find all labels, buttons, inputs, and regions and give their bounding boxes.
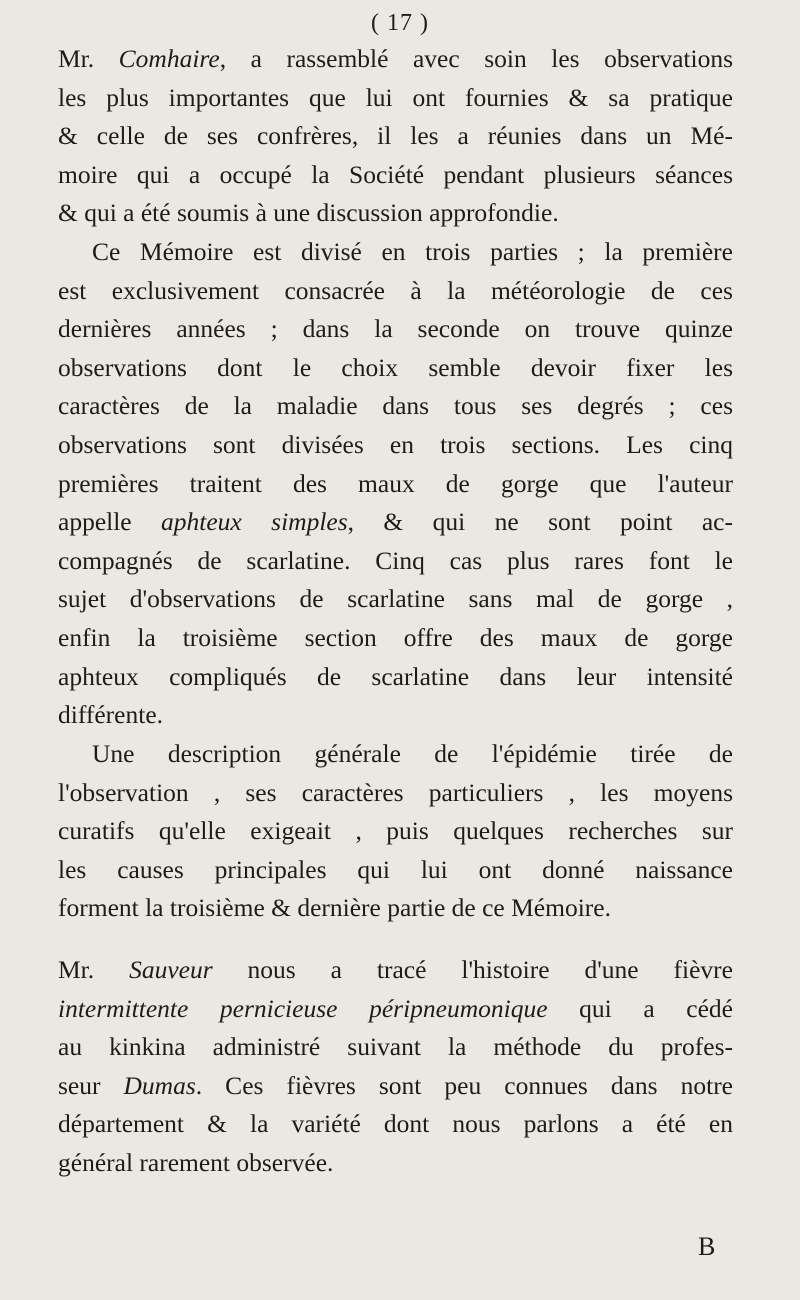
author-name: Dumas xyxy=(123,1070,196,1100)
text-line: les causes principales qui lui ont donné naissance xyxy=(58,854,733,884)
text-line: Une description générale de l'épidémie tirée de xyxy=(92,739,733,768)
disease-term: intermittente pernicieuse péripneumonique xyxy=(58,993,548,1023)
paragraph-memoire-structure xyxy=(58,233,733,735)
text-line: & celle de ses confrères, il les a réunies dans un Mé- xyxy=(58,121,733,151)
text-line: moire qui a occupé la Société pendant plusieurs séances xyxy=(58,159,733,189)
text-line: sujet d'observations de scarlatine sans mal de gorge , xyxy=(58,584,733,614)
text-line: Ce Mémoire est divisé en trois parties ; la première xyxy=(92,237,733,266)
text-line: Mr. Sauveur nous a tracé l'histoire d'une fièvre xyxy=(58,955,733,984)
text-line: observations dont le choix semble devoir fixer les xyxy=(58,352,733,382)
text-line: au kinkina administré suivant la méthode du profes- xyxy=(58,1032,733,1062)
text-line: compagnés de scarlatine. Cinq cas plus rares font le xyxy=(58,545,733,575)
text-line: dernières années ; dans la seconde on trouve quinze xyxy=(58,314,733,344)
text-line: est exclusivement consacrée à la météorologie de ces xyxy=(58,275,733,305)
signature-mark: B xyxy=(698,1232,716,1261)
text-line: appelle aphteux simples, & qui ne sont point ac- xyxy=(58,507,733,537)
text-line: caractères de la maladie dans tous ses degrés ; ces xyxy=(58,391,733,421)
text-line: différente. xyxy=(58,700,164,730)
disease-term: aphteux simples xyxy=(161,507,348,537)
text-line: observations sont divisées en trois sections. Les cinq xyxy=(58,429,733,459)
paragraph-comhaire xyxy=(58,40,733,233)
text-line: seur Dumas. Ces fièvres sont peu connues dans notre xyxy=(58,1070,733,1100)
text-line: enfin la troisième section offre des maux de gorge xyxy=(58,622,733,652)
text-line: Mr. Comhaire, a rassemblé avec soin les observations xyxy=(58,44,733,73)
text-line: curatifs qu'elle exigeait , puis quelques recherches sur xyxy=(58,816,733,846)
text-line: & qui a été soumis à une discussion approfondie. xyxy=(58,198,559,228)
author-name: Comhaire xyxy=(118,44,220,73)
author-name: Sauveur xyxy=(129,955,213,984)
text-line: département & la variété dont nous parlons a été en xyxy=(58,1109,733,1139)
text-line: premières traitent des maux de gorge que l'auteur xyxy=(58,468,733,498)
text-line: forment la troisième & dernière partie de ce Mémoire. xyxy=(58,893,611,923)
paragraph-sauveur xyxy=(58,951,733,1183)
text-line: l'observation , ses caractères particuliers , les moyens xyxy=(58,777,733,807)
paragraph-epidemie xyxy=(58,735,733,928)
page-number: ( 17 ) xyxy=(371,10,429,36)
text-line: général rarement observée. xyxy=(58,1147,334,1177)
text-line: intermittente pernicieuse péripneumonique qui a cédé xyxy=(58,993,733,1023)
text-line: aphteux compliqués de scarlatine dans leur intensité xyxy=(58,661,733,691)
text-line: les plus importantes que lui ont fournies & sa pratique xyxy=(58,82,733,112)
